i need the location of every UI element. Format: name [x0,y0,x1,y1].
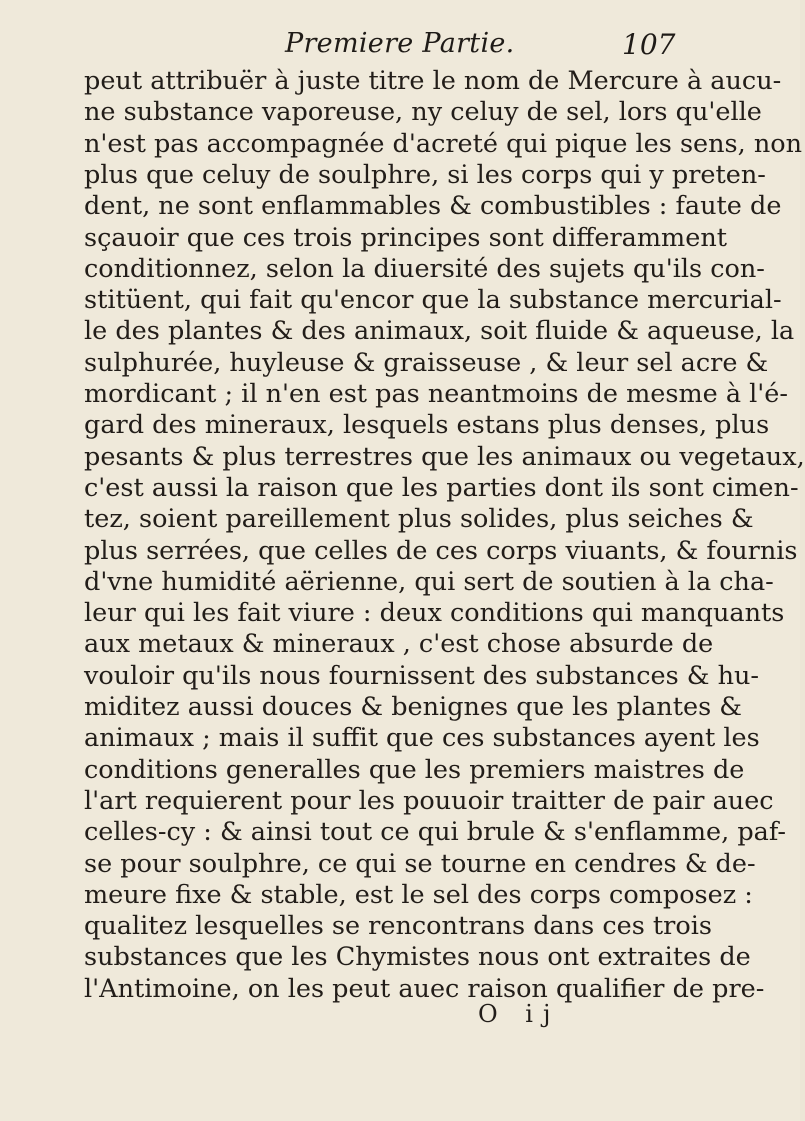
running-head: Premiere Partie. [285,28,515,59]
text-line: conditions generalles que les premiers maistres de [84,754,745,785]
text-line: tez, soient pareillement plus solides, plus seiches & [84,504,754,535]
text-line: plus que celuy de soulphre, si les corps qui y preten- [84,159,766,190]
text-line: aux metaux & mineraux , c'est chose absurde de [84,629,714,660]
text-line: qualitez lesquelles se rencontrans dans ces trois [84,911,712,942]
page-number: 107 [622,28,676,61]
text-line: ne substance vaporeuse, ny celuy de sel, lors qu'elle [84,97,762,128]
text-line: pesants & plus terrestres que les animaux ou vegetaux, [84,441,805,472]
text-line: meure fixe & stable, est le sel des corps composez : [84,879,753,910]
text-line: sulphurée, huyleuse & graisseuse , & leur sel acre & [84,347,769,378]
text-line: stitüent, qui fait qu'encor que la substance mercurial- [84,285,782,316]
text-line: celles-cy : & ainsi tout ce qui brule & s'enflamme, paf- [84,817,787,848]
text-line: sçauoir que ces trois principes sont differamment [84,222,727,253]
text-line: le des plantes & des animaux, soit fluide & aqueuse, la [84,316,795,347]
text-line: vouloir qu'ils nous fournissent des substances & hu- [84,660,760,691]
signature-mark: O ij [478,1000,561,1028]
text-line: se pour soulphre, ce qui se tourne en cendres & de- [84,848,756,879]
text-line: gard des mineraux, lesquels estans plus denses, plus [84,410,770,441]
text-line: plus serrées, que celles de ces corps viuants, & fournis [84,535,798,566]
text-line: n'est pas accompagnée d'acreté qui pique les sens, non [84,128,803,159]
text-line: animaux ; mais il suffit que ces substances ayent les [84,723,760,754]
text-block [0,64,805,1044]
text-line: leur qui les fait viure : deux conditions qui manquants [84,598,785,629]
text-line: mordicant ; il n'en est pas neantmoins de mesme à l'é- [84,379,789,409]
page-header [0,18,800,66]
text-line: l'Antimoine, on les peut auec raison qualifier de pre- [84,973,765,1004]
text-line: conditionnez, selon la diuersité des sujets qu'ils con- [84,253,765,284]
text-line: substances que les Chymistes nous ont extraites de [84,942,751,973]
text-line: l'art requierent pour les pouuoir traitter de pair auec [84,785,774,816]
text-line: c'est aussi la raison que les parties dont ils sont cimen- [84,472,799,503]
text-line: miditez aussi douces & benignes que les plantes & [84,692,742,722]
text-line: peut attribuër à juste titre le nom de Mercure à aucu- [84,66,782,96]
text-line: d'vne humidité aërienne, qui sert de soutien à la cha- [84,566,774,597]
text-line: dent, ne sont enflammables & combustibles : faute de [84,191,782,222]
